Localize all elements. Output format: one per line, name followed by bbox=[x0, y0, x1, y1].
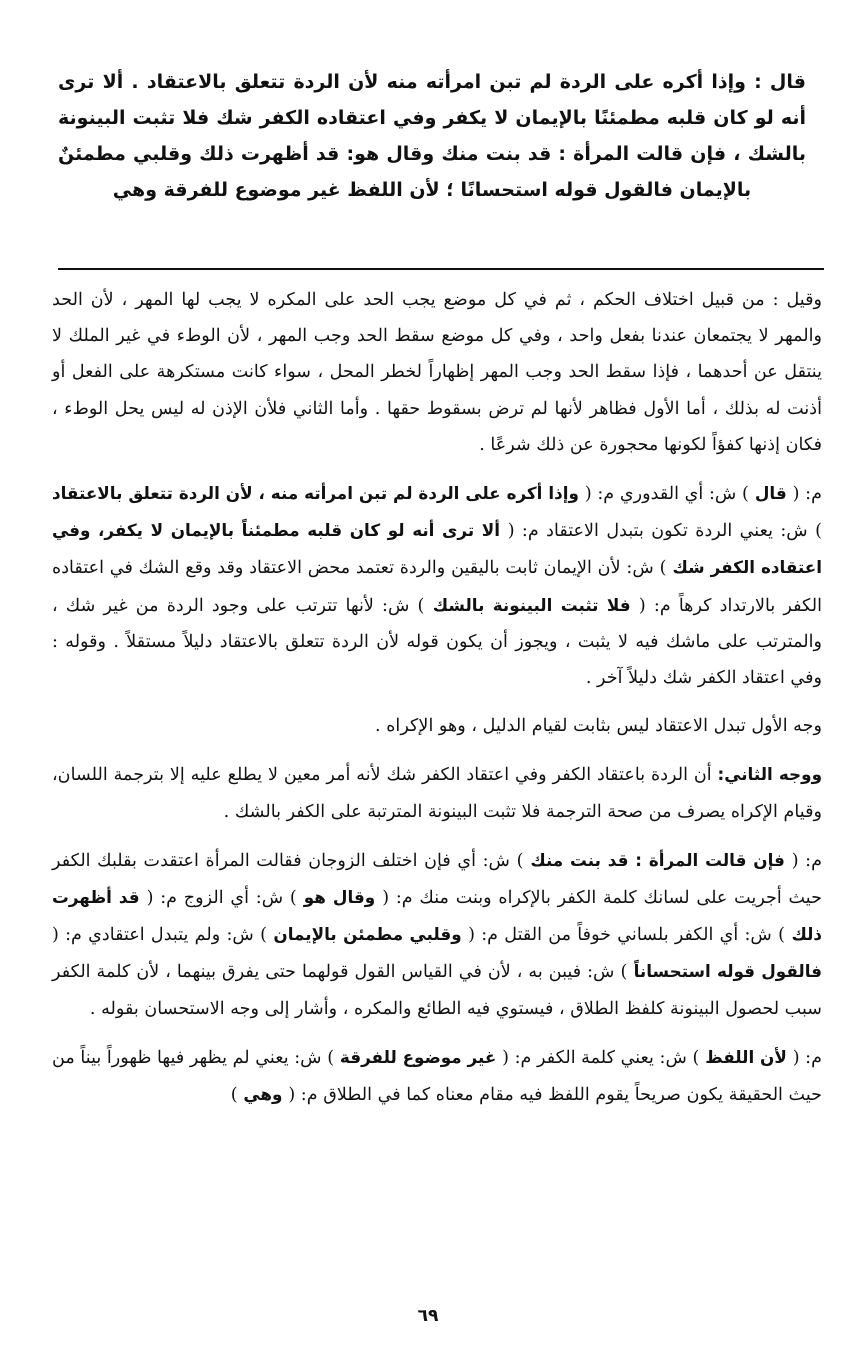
commentary-text: ) ش: أي القدوري م: ( bbox=[584, 484, 749, 505]
commentary-text: ) bbox=[230, 1085, 238, 1106]
section-divider bbox=[58, 268, 824, 270]
commentary-text: ) ش: لأنها تترتب على وجود الردة من غير شك ، والمترتب على ماشك فيه لا يثبت ، ويجوز أن يكون قوله لأن الردة تتعلق بالاعتقاد دليلاً مستقلاً . وقوله : وفي اعتقاد الكفر شك دليلاً آخر . bbox=[52, 595, 822, 689]
commentary-text: ) ش: أي الزوج م: ( bbox=[146, 888, 297, 909]
commentary-paragraph: وجه الأول تبدل الاعتقاد ليس بثابت لقيام الدليل ، وهو الإكراه . bbox=[375, 716, 822, 737]
commentary-text: ) ش: أي الكفر بلساني خوفاً من القتل م: ( bbox=[468, 925, 785, 946]
commentary-text: م: ( bbox=[792, 484, 822, 505]
matn-quote: فالقول قوله استحساناً bbox=[627, 961, 822, 982]
matn-quote: غير موضوع للفرقة bbox=[334, 1046, 503, 1067]
commentary-text: ) ش: أي فإن اختلف الزوجان فقالت المرأة اعتقدت بقلبك الكفر حيث أجريت على لسانك كلمة الكفر بالإكراه وبنت منك م: ( bbox=[52, 850, 822, 909]
commentary-text: أن الردة باعتقاد الكفر وفي اعتقاد الكفر شك لأنه أمر معين لا يطلع عليه إلا بترجمة اللسان، وقيام الإكراه يصرف من صحة الترجمة فلا تثبت البينونة المترتبة على الكفر بالشك . bbox=[52, 765, 822, 822]
matn-quote: فإن قالت المرأة : قد بنت منك bbox=[523, 849, 792, 870]
commentary-text: ) ش: لأن الإيمان ثابت باليقين والردة تعتمد محض الاعتقاد وقد وقع الشك في اعتقاده الكفر بالارتداد كرهاً م: ( bbox=[52, 558, 822, 616]
commentary-text: م: ( bbox=[792, 1047, 822, 1068]
page-number: ٦٩ bbox=[417, 1306, 439, 1326]
commentary-text: ) ش: يعني لم يظهر فيها ظهوراً بيناً من حيث الحقيقة يكون صريحاً يقوم اللفظ فيه مقام معناه كما في الطلاق م: ( bbox=[52, 1047, 822, 1106]
commentary-paragraph bbox=[52, 756, 822, 829]
matn-quote: قال bbox=[748, 483, 793, 504]
matn-quote: قد أظهرت ذلك bbox=[52, 887, 822, 945]
commentary-paragraph: وقيل : من قبيل اختلاف الحكم ، ثم في كل موضع يجب الحد على المكره لا يجب لها المهر ، لأن الحد والمهر لا يجتمعان عندنا بفعل واحد ، وفي كل موضع سقط الحد وجب المهر ، لأن الوطء في غير الملك لا ينتقل عن أحدهما ، فإذا سقط الحد وجب المهر إظهاراً لخطر المحل ، سواء كانت مستكرهة على الفعل أو أذنت له بذلك ، أما الأول فظاهر لأنها لم ترض بسقوط حقها . وأما الثاني فلأن الإذن له ليس يحل الوطء ، فكان إذنها كفؤاً لكونها محجورة عن ذلك شرعًا . bbox=[52, 290, 822, 455]
commentary-paragraph bbox=[52, 475, 822, 696]
matn-quote: ألا ترى أنه لو كان قلبه مطمئناً بالإيمان لا يكفر، وفي اعتقاده الكفر شك bbox=[52, 520, 822, 578]
commentary-paragraph bbox=[52, 842, 822, 1027]
commentary-text: م: ( bbox=[791, 850, 823, 871]
section-heading: ووجه الثاني: bbox=[717, 764, 822, 785]
matn-quote: وإذا أكره على الردة لم تبن امرأته منه ، لأن الردة تتعلق بالاعتقاد bbox=[52, 483, 585, 504]
commentary-text: ) ش: يعني كلمة الكفر م: ( bbox=[502, 1047, 700, 1068]
matn-quote: وقلبي مطمئن بالإيمان bbox=[266, 924, 469, 945]
matn-quote: وهي bbox=[237, 1084, 289, 1105]
commentary-text: ) ش: ولم يتبدل اعتقادي م: ( bbox=[52, 925, 267, 946]
matn-quote: لأن اللفظ bbox=[699, 1046, 793, 1067]
commentary-text: ) ش: يعني الردة تكون بتبدل الاعتقاد م: ( bbox=[507, 521, 823, 542]
matn-quote: وقال هو bbox=[296, 887, 383, 908]
commentary-text: ) ش: فيبن به ، لأن في القياس القول قولهما حتى يفرق بينهما ، لأن كلمة الكفر سبب لحصول البينونة كلفظ الطلاق ، فيستوي فيه الطائع والمكره ، وأشار إلى وجه الاستحسان بقوله . bbox=[52, 962, 822, 1019]
commentary bbox=[52, 282, 822, 1125]
main-text: قال : وإذا أكره على الردة لم تبن امرأته منه لأن الردة تتعلق بالاعتقاد . ألا ترى أنه لو كان قلبه مطمئنًا بالإيمان لا يكفر وفي اعتقاده الكفر شك فلا تثبت البينونة بالشك ، فإن قالت المرأة : قد بنت منك وقال هو: قد أظهرت ذلك وقلبي مطمئنٌ بالإيمان فالقول قوله استحسانًا ؛ لأن اللفظ غير موضوع للفرقة وهي bbox=[58, 71, 806, 201]
matn-quote: فلا تثبت البينونة بالشك bbox=[424, 594, 639, 615]
commentary-paragraph bbox=[52, 1039, 822, 1113]
